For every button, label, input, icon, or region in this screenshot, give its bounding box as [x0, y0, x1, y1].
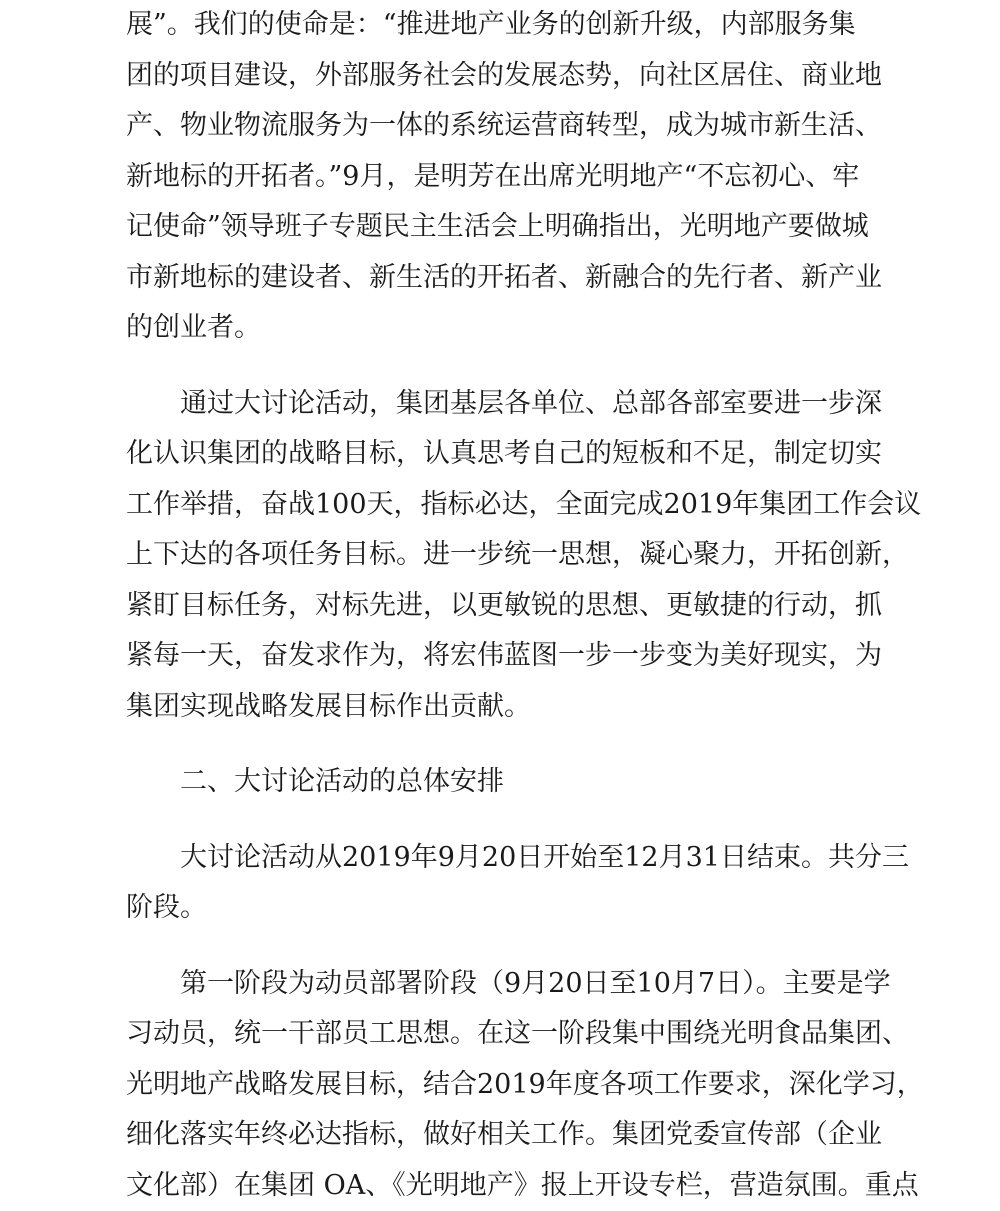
text-line: 集团实现战略发展目标作出贡献。: [126, 682, 906, 733]
text-line: 市新地标的建设者、新生活的开拓者、新融合的先行者、新产业: [126, 253, 906, 304]
text-line: 光明地产战略发展目标，结合2019年度各项工作要求，深化学习，: [126, 1060, 906, 1111]
text-line: 大讨论活动从2019年9月20日开始至12月31日结束。共分三: [126, 833, 906, 884]
paragraph-discussion-goals: [126, 379, 906, 733]
section-heading: 二、大讨论活动的总体安排: [126, 757, 906, 808]
text-line: 习动员，统一干部员工思想。在这一阶段集中围绕光明食品集团、: [126, 1009, 906, 1060]
paragraph-mission: [126, 0, 906, 354]
text-line: 工作举措，奋战100天，指标必达，全面完成2019年集团工作会议: [126, 480, 906, 531]
text-line: 紧每一天，奋发求作为，将宏伟蓝图一步一步变为美好现实，为: [126, 631, 906, 682]
text-line: 阶段。: [126, 883, 906, 934]
text-line: 文化部）在集团 OA、《光明地产》报上开设专栏，营造氛围。重点: [126, 1161, 906, 1211]
text-line: 新地标的开拓者。”9月，是明芳在出席光明地产“不忘初心、牢: [126, 152, 906, 203]
text-line: 化认识集团的战略目标，认真思考自己的短板和不足，制定切实: [126, 429, 906, 480]
text-line: 细化落实年终必达指标，做好相关工作。集团党委宣传部（企业: [126, 1110, 906, 1161]
text-line: 通过大讨论活动，集团基层各单位、总部各部室要进一步深: [126, 379, 906, 430]
paragraph-phase-one: [126, 959, 906, 1211]
text-line: 第一阶段为动员部署阶段（9月20日至10月7日）。主要是学: [126, 959, 906, 1010]
text-line: 团的项目建设，外部服务社会的发展态势，向社区居住、商业地: [126, 51, 906, 102]
text-line: 展”。我们的使命是：“推进地产业务的创新升级，内部服务集: [126, 0, 906, 51]
document-body: [126, 0, 906, 1211]
paragraph-schedule: [126, 833, 906, 934]
text-line: 的创业者。: [126, 303, 906, 354]
text-line: 上下达的各项任务目标。进一步统一思想，凝心聚力，开拓创新，: [126, 530, 906, 581]
text-line: 记使命”领导班子专题民主生活会上明确指出，光明地产要做城: [126, 202, 906, 253]
text-line: 紧盯目标任务，对标先进，以更敏锐的思想、更敏捷的行动，抓: [126, 581, 906, 632]
text-line: 产、物业物流服务为一体的系统运营商转型，成为城市新生活、: [126, 101, 906, 152]
